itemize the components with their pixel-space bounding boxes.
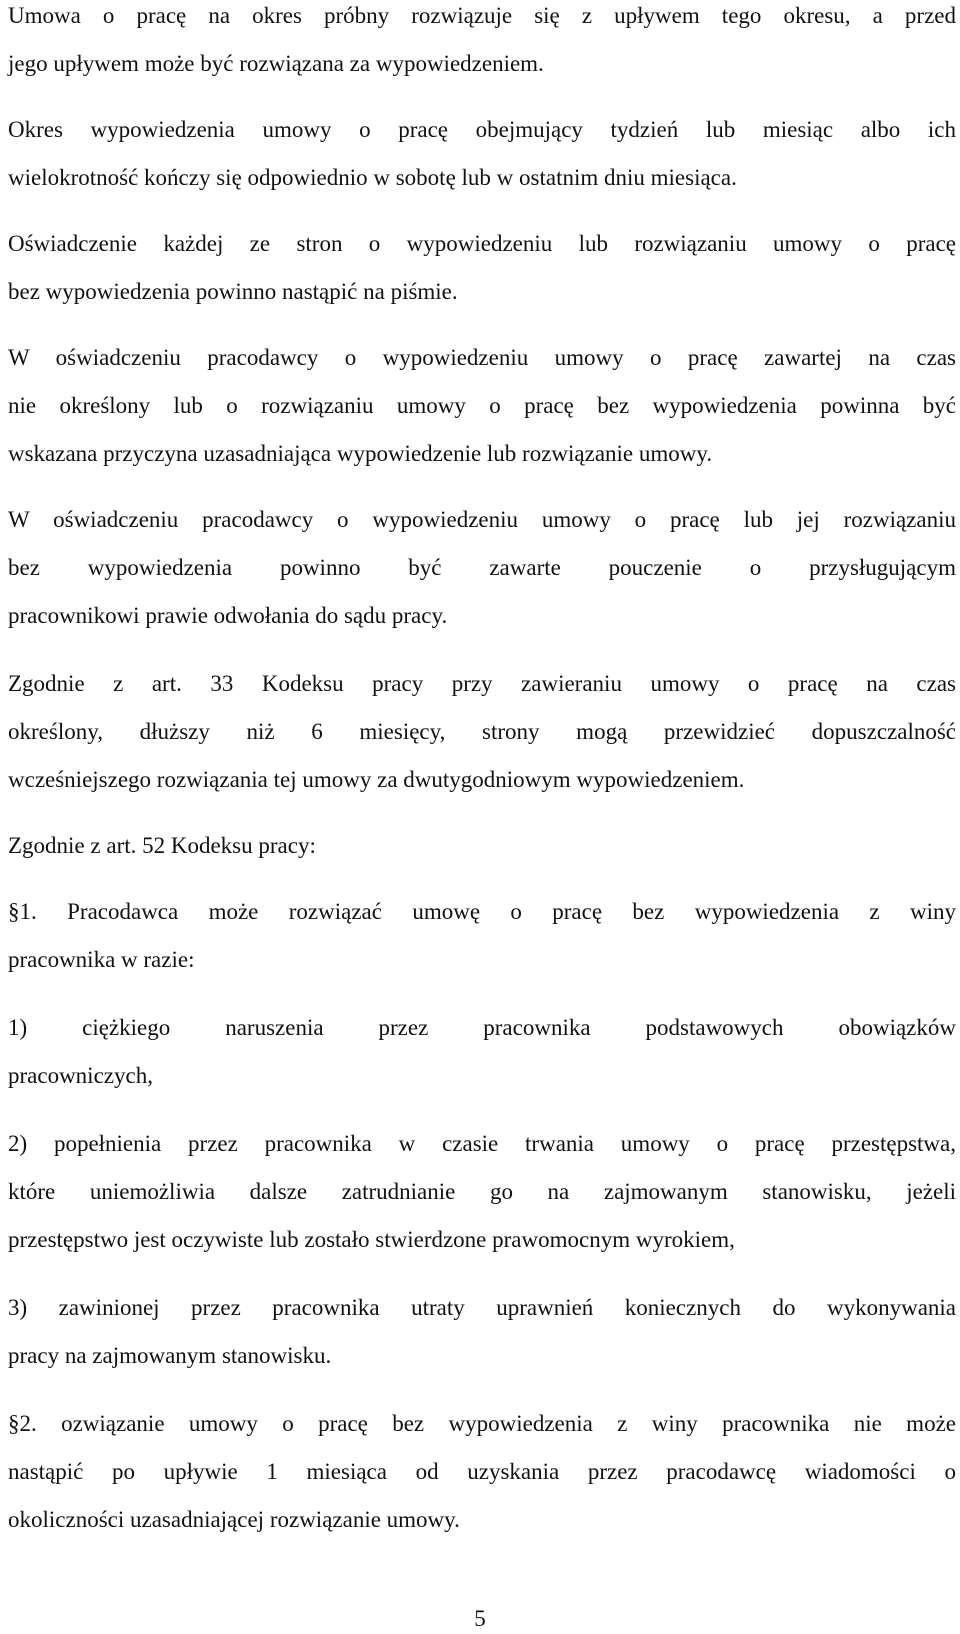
- text-line: bez wypowiedzenia powinno być zawarte pouczenie o przysługującym: [8, 555, 956, 580]
- text-line: Oświadczenie każdej ze stron o wypowiedzeniu lub rozwiązaniu umowy o pracę: [8, 231, 956, 256]
- text-line: W oświadczeniu pracodawcy o wypowiedzeniu umowy o pracę lub jej rozwiązaniu: [8, 507, 956, 532]
- text-line: nie określony lub o rozwiązaniu umowy o pracę bez wypowiedzenia powinna być: [8, 393, 956, 418]
- text-line: Okres wypowiedzenia umowy o pracę obejmujący tydzień lub miesiąc albo ich: [8, 117, 956, 142]
- text-line: §1. Pracodawca może rozwiązać umowę o pracę bez wypowiedzenia z winy: [8, 899, 956, 924]
- text-line: jego upływem może być rozwiązana za wypowiedzeniem.: [8, 51, 544, 76]
- text-line: wielokrotność kończy się odpowiednio w sobotę lub w ostatnim dniu miesiąca.: [8, 165, 737, 190]
- text-line: W oświadczeniu pracodawcy o wypowiedzeniu umowy o pracę zawartej na czas: [8, 345, 956, 370]
- text-line: pracownika w razie:: [8, 947, 195, 972]
- text-line: pracownikowi prawie odwołania do sądu pracy.: [8, 603, 448, 628]
- text-line: bez wypowiedzenia powinno nastąpić na piśmie.: [8, 279, 458, 304]
- text-line: które uniemożliwia dalsze zatrudnianie go na zajmowanym stanowisku, jeżeli: [8, 1179, 956, 1204]
- text-line: 3) zawinionej przez pracownika utraty uprawnień koniecznych do wykonywania: [8, 1295, 956, 1320]
- text-line: przestępstwo jest oczywiste lub zostało stwierdzone prawomocnym wyrokiem,: [8, 1227, 735, 1252]
- text-line: okoliczności uzasadniającej rozwiązanie umowy.: [8, 1507, 460, 1532]
- text-line: §2. ozwiązanie umowy o pracę bez wypowiedzenia z winy pracownika nie może: [8, 1411, 956, 1436]
- text-line: 1) ciężkiego naruszenia przez pracownika podstawowych obowiązków: [8, 1015, 956, 1040]
- text-line: Zgodnie z art. 52 Kodeksu pracy:: [8, 833, 316, 858]
- text-line: pracowniczych,: [8, 1063, 153, 1088]
- page-number: 5: [474, 1606, 486, 1631]
- text-line: wcześniejszego rozwiązania tej umowy za dwutygodniowym wypowiedzeniem.: [8, 767, 745, 792]
- text-line: Umowa o pracę na okres próbny rozwiązuje się z upływem tego okresu, a przed: [8, 3, 956, 28]
- text-line: wskazana przyczyna uzasadniająca wypowiedzenie lub rozwiązanie umowy.: [8, 441, 713, 466]
- text-line: Zgodnie z art. 33 Kodeksu pracy przy zawieraniu umowy o pracę na czas: [8, 671, 956, 696]
- text-line: 2) popełnienia przez pracownika w czasie trwania umowy o pracę przestępstwa,: [8, 1131, 956, 1156]
- text-line: nastąpić po upływie 1 miesiąca od uzyskania przez pracodawcę wiadomości o: [8, 1459, 956, 1484]
- text-line: określony, dłuższy niż 6 miesięcy, strony mogą przewidzieć dopuszczalność: [8, 719, 956, 744]
- text-line: pracy na zajmowanym stanowisku.: [8, 1343, 332, 1368]
